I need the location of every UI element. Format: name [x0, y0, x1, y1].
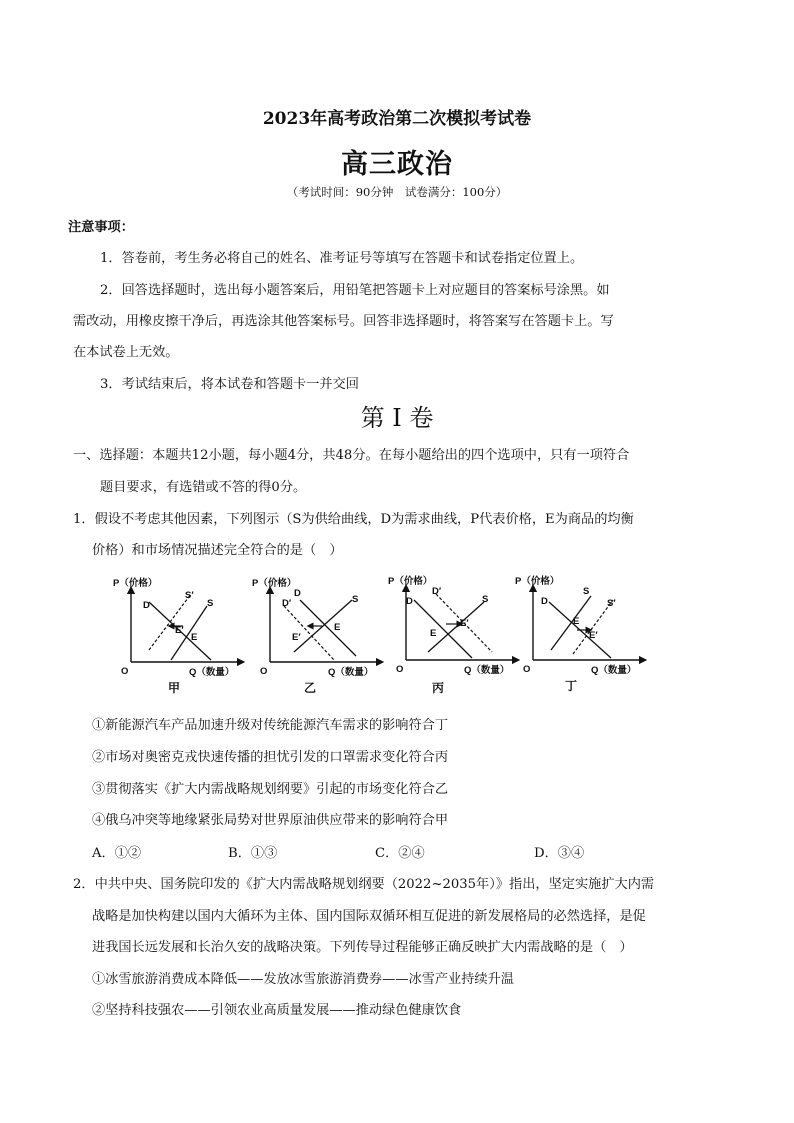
origin-label: O	[121, 666, 129, 677]
q2-stem-line-2: 战略是加快构建以国内大循环为主体、国内国际双循环相互促进的新发展格局的必然选择，是促	[92, 909, 646, 924]
graph-caption: 乙	[304, 681, 317, 695]
q-axis-label: Q（数量）	[464, 665, 510, 676]
graph-caption: 甲	[168, 681, 181, 695]
q1-option-a[interactable]: A．①②	[92, 846, 142, 861]
e-label: E	[334, 622, 341, 633]
q1-option-c[interactable]: C．②④	[375, 846, 425, 861]
q1-graph-ding	[515, 572, 655, 700]
notice-item-3: 3．考试结束后，将本试卷和答题卡一并交回	[100, 377, 359, 392]
p-axis-label: P（价格）	[388, 576, 433, 587]
s-prime-label: S′	[607, 598, 616, 609]
origin-label: O	[260, 666, 268, 677]
q1-graph-jia	[113, 574, 253, 702]
q-axis-label: Q（数量）	[328, 667, 374, 678]
q2-stem-line-1: 2．中共中央、国务院印发的《扩大内需战略规划纲要（2022~2035年）》指出，坚定实施扩大内需	[73, 877, 655, 892]
q1-statement-3: ③贯彻落实《扩大内需战略规划纲要》引起的市场变化符合乙	[92, 782, 449, 797]
s-label: S	[583, 586, 590, 597]
notice-item-2-line-1: 2．回答选择题时，选出每小题答案后，用铅笔把答题卡上对应题目的答案标号涂黑。如	[100, 283, 610, 298]
graph-caption: 丁	[565, 679, 578, 693]
q1-option-d[interactable]: D．③④	[534, 846, 585, 861]
section-instruction-line-1: 一、选择题：本题共12小题，每小题4分，共48分。在每小题给出的四个选项中，只有一项符合	[73, 448, 630, 463]
q2-stem-line-3: 进我国长远发展和长治久安的战略决策。下列传导过程能够正确反映扩大内需战略的是（ ）	[92, 940, 633, 955]
q2-statement-1: ①冰雪旅游消费成本降低——发放冰雪旅游消费券——冰雪产业持续升温	[92, 972, 514, 987]
d-label: D	[294, 588, 301, 599]
q1-statement-1: ①新能源汽车产品加速升级对传统能源汽车需求的影响符合丁	[92, 718, 449, 733]
notice-item-2-line-3: 在本试卷上无效。	[73, 345, 179, 360]
s-prime-label: S′	[185, 590, 194, 601]
q1-graph-bing	[388, 572, 531, 700]
q1-stem-line-2: 价格）和市场情况描述完全符合的是（ ）	[92, 543, 343, 558]
d-prime-label: D′	[432, 586, 442, 597]
q1-graph-yi	[252, 574, 392, 702]
section-heading: 第 I 卷	[360, 404, 434, 432]
e-prime-label: E′	[460, 618, 469, 629]
q2-statement-2: ②坚持科技强农——引领农业高质量发展——推动绿色健康饮食	[92, 1003, 462, 1018]
q1-option-b[interactable]: B．①③	[228, 846, 278, 861]
notice-item-1: 1．答卷前，考生务必将自己的姓名、准考证号等填写在答题卡和试卷指定位置上。	[100, 251, 584, 266]
q-axis-label: Q（数量）	[189, 667, 235, 678]
s-label: S	[352, 594, 359, 605]
e-label: E	[573, 616, 580, 627]
supply-curve	[551, 596, 591, 650]
demand-curve	[414, 600, 472, 658]
subject-title: 高三政治	[341, 149, 453, 180]
notice-heading: 注意事项：	[68, 220, 134, 235]
e-prime-label: E′	[589, 630, 598, 641]
supply-curve	[428, 602, 484, 652]
p-axis-label: P（价格）	[113, 578, 158, 589]
q-axis-label: Q（数量）	[591, 665, 637, 676]
d-label: D	[406, 596, 413, 607]
e-label: E	[430, 628, 437, 639]
e-label: E	[191, 632, 198, 643]
shifted-supply-curve	[149, 594, 191, 650]
origin-label: O	[396, 664, 404, 675]
p-axis-label: P（价格）	[515, 576, 560, 587]
exam-info: （考试时间：90分钟 试卷满分：100分）	[286, 185, 508, 199]
section-instruction-line-2: 题目要求，有选错或不答的得0分。	[100, 480, 307, 495]
s-label: S	[207, 598, 214, 609]
p-axis-label: P（价格）	[252, 578, 297, 589]
graph-caption: 丙	[432, 681, 445, 695]
s-label: S	[482, 594, 489, 605]
q1-statement-4: ④俄乌冲突等地缘紧张局势对世界原油供应带来的影响符合甲	[92, 813, 449, 828]
d-prime-label: D′	[282, 598, 292, 609]
e-prime-label: E′	[292, 632, 301, 643]
e-prime-label: E′	[175, 625, 184, 636]
q1-statement-2: ②市场对奥密克戎快速传播的担忧引发的口罩需求变化符合丙	[92, 750, 449, 765]
notice-item-2-line-2: 需改动，用橡皮擦干净后，再选涂其他答案标号。回答非选择题时，将答案写在答题卡上。写	[73, 314, 614, 329]
exam-title: 2023年高考政治第二次模拟考试卷	[262, 109, 532, 129]
demand-curve	[300, 600, 356, 656]
origin-label: O	[523, 664, 531, 675]
q1-stem-line-1: 1．假设不考虑其他因素，下列图示（S为供给曲线，D为需求曲线，P代表价格，E为商品的均衡	[73, 512, 634, 527]
d-label: D	[143, 600, 150, 611]
d-label: D	[541, 596, 548, 607]
